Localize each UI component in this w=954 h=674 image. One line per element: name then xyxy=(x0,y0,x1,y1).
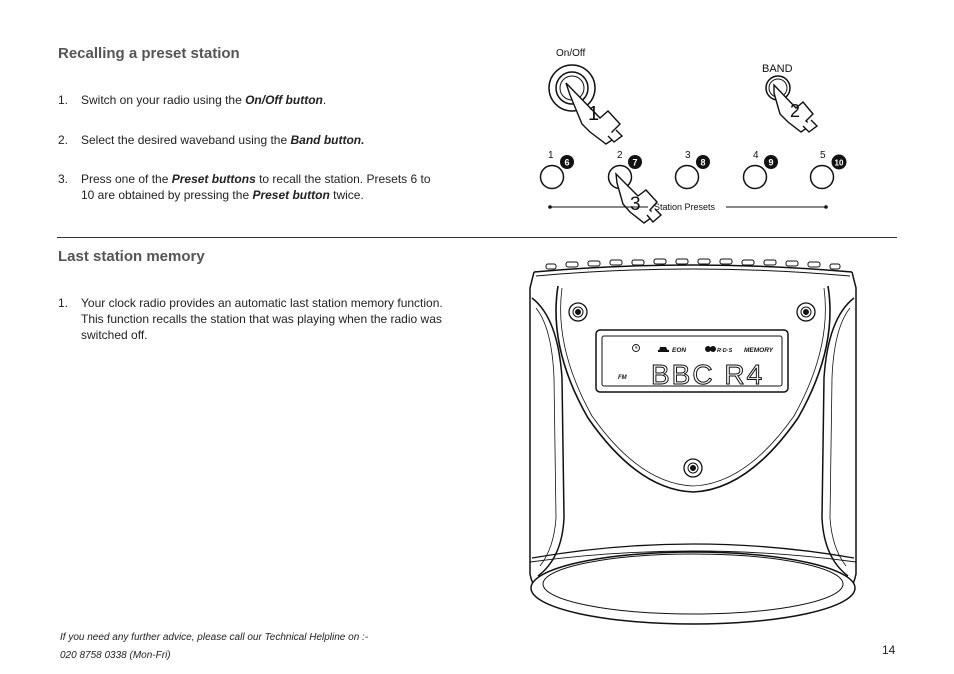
section-divider xyxy=(57,237,897,238)
preset-alt-number: 8 xyxy=(700,157,706,168)
section-heading-recall-preset: Recalling a preset station xyxy=(58,45,240,62)
step-bold-line2: Preset button xyxy=(252,188,330,202)
preset-button-5 xyxy=(811,150,847,189)
preset-alt-number: 9 xyxy=(768,157,774,168)
preset-number: 2 xyxy=(617,150,623,161)
step-text: Select the desired waveband using the xyxy=(81,133,291,147)
step-2 xyxy=(58,132,478,148)
step-text-end: . xyxy=(322,93,327,107)
step-line-1: Your clock radio provides an automatic last station memory function. xyxy=(81,296,443,310)
screw-icon xyxy=(569,303,587,321)
step-bold: On/Off button xyxy=(245,93,323,107)
step-line-2: This function recalls the station that was playing when the radio was xyxy=(81,312,442,326)
preset-button-1 xyxy=(541,150,575,189)
lcd-band: FM xyxy=(618,375,627,381)
step-1 xyxy=(58,92,478,108)
radio-base xyxy=(530,544,856,624)
preset-number: 5 xyxy=(820,150,826,161)
step-number: 1. xyxy=(58,93,69,107)
station-presets-label: Station Presets xyxy=(654,202,716,212)
lcd-display xyxy=(596,330,788,392)
preset-number: 1 xyxy=(548,150,554,161)
step-line-3: switched off. xyxy=(81,328,148,342)
page-number: 14 xyxy=(882,643,896,657)
step-number: 3. xyxy=(58,172,69,186)
step-bold: Preset buttons xyxy=(171,172,256,186)
step-text-line2: 10 are obtained by pressing the xyxy=(81,188,253,202)
preset-alt-number: 7 xyxy=(632,157,638,168)
preset-alt-number: 6 xyxy=(564,157,570,168)
footer-line-1: If you need any further advice, please call our Technical Helpline on :- xyxy=(60,632,369,643)
screw-icon xyxy=(684,459,702,477)
step-bold: Band button. xyxy=(290,133,365,147)
radio-top-button-row xyxy=(534,259,852,276)
step-number: 2. xyxy=(58,133,69,147)
step-3 xyxy=(58,171,478,205)
screw-icon xyxy=(797,303,815,321)
band-label: BAND xyxy=(762,63,793,75)
step-text: Switch on your radio using the xyxy=(81,93,246,107)
lcd-station-name: BBC R4 xyxy=(651,359,765,390)
step-text-line2-end: twice. xyxy=(329,188,364,202)
lcd-rds: R·D·S xyxy=(717,348,733,354)
preset-alt-number: 10 xyxy=(834,158,844,168)
step-text-end: to recall the station. Presets 6 to xyxy=(255,172,431,186)
preset-number: 4 xyxy=(753,150,759,161)
hand-number-2: 2 xyxy=(790,101,801,121)
preset-buttons-diagram xyxy=(530,40,860,235)
section-heading-last-station: Last station memory xyxy=(58,248,205,265)
preset-button-3 xyxy=(676,150,711,189)
footer-line-2: 020 8758 0338 (Mon-Fri) xyxy=(60,650,171,661)
radio-illustration xyxy=(518,258,868,626)
step-number: 1. xyxy=(58,296,69,310)
lcd-memory: MEMORY xyxy=(744,347,774,354)
hand-number-3: 3 xyxy=(630,194,641,215)
lcd-eon: EON xyxy=(672,347,687,354)
preset-number: 3 xyxy=(685,150,691,161)
memory-step-1 xyxy=(58,295,488,343)
preset-button-4 xyxy=(744,150,779,189)
footer-helpline xyxy=(60,629,368,665)
step-text: Press one of the xyxy=(81,172,172,186)
hand-number-1: 1 xyxy=(588,103,600,125)
onoff-label: On/Off xyxy=(556,48,586,59)
